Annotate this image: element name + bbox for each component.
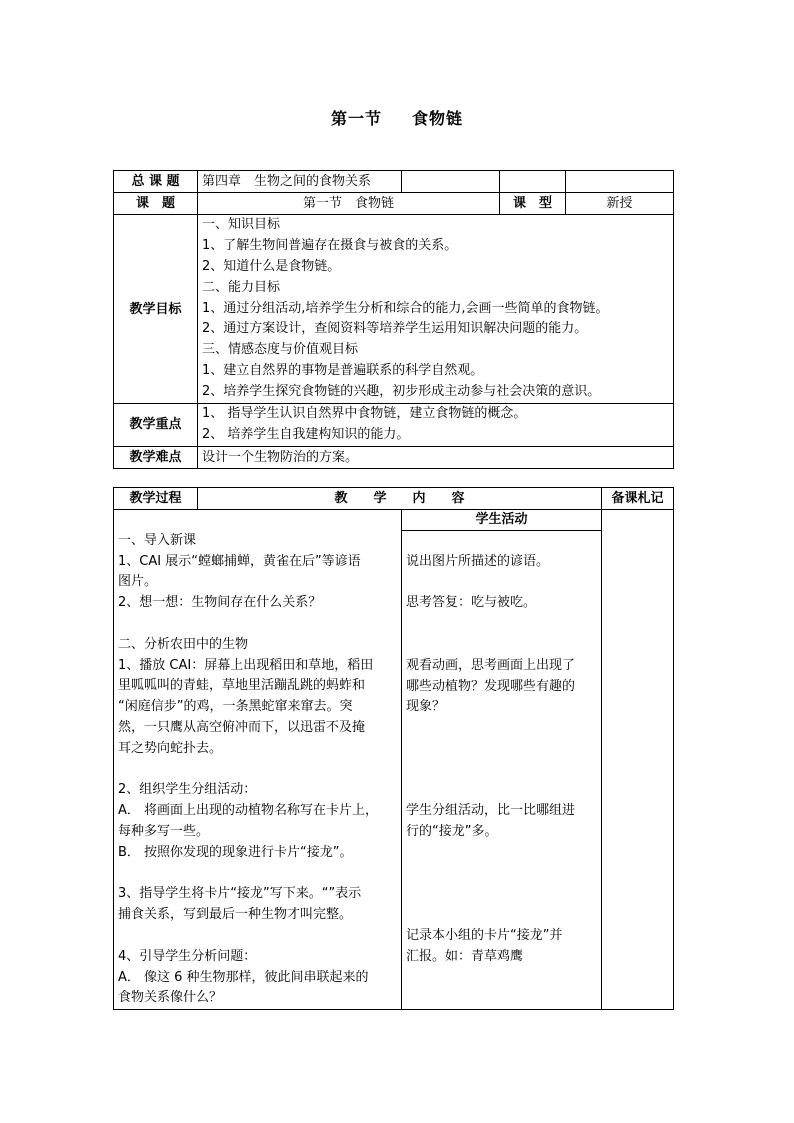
goals-label: 教学目标 bbox=[114, 215, 198, 404]
goal-line: 2、培养学生探究食物链的兴趣，初步形成主动参与社会决策的意识。 bbox=[202, 383, 601, 399]
teacher-line: 捕食关系，写到最后一种生物才叫完整。 bbox=[118, 907, 353, 923]
teacher-line: 3、指导学生将卡片“接龙”写下来。“”表示 bbox=[118, 886, 362, 902]
student-line bbox=[406, 614, 597, 635]
student-activity-column bbox=[402, 510, 602, 1010]
teacher-activity-column bbox=[114, 510, 402, 1010]
student-line bbox=[406, 739, 597, 760]
teacher-line: 1、播放 CAI：屏幕上出现稻田和草地，稻田 bbox=[118, 657, 374, 673]
notes-column bbox=[602, 510, 674, 1010]
teacher-line: 然，一只鹰从高空俯冲而下，以迅雷不及掩 bbox=[118, 719, 366, 735]
student-activity-header: 学生活动 bbox=[402, 510, 601, 531]
goal-line: 一、知识目标 bbox=[202, 217, 281, 233]
total-topic-label: 总 课 题 bbox=[114, 171, 198, 193]
key-label: 教学重点 bbox=[114, 404, 198, 447]
type-value: 新授 bbox=[566, 193, 674, 215]
goals-content bbox=[198, 215, 674, 404]
student-line bbox=[406, 635, 597, 656]
student-line bbox=[406, 573, 597, 594]
key-line: 2、 培养学生自我建构知识的能力。 bbox=[202, 426, 410, 442]
key-line: 1、 指导学生认识自然界中食物链，建立食物链的概念。 bbox=[202, 406, 527, 421]
key-content bbox=[198, 404, 674, 447]
topic-value: 第一节 食物链 bbox=[198, 193, 500, 215]
empty-cell bbox=[500, 171, 566, 193]
student-line bbox=[406, 760, 597, 781]
teacher-line: 图片。 bbox=[118, 574, 158, 590]
goal-line: 1、通过分组活动,培养学生分析和综合的能力,会画一些简单的食物链。 bbox=[202, 300, 609, 316]
empty-cell bbox=[402, 171, 500, 193]
goal-line: 1、了解生物间普遍存在摄食与被食的关系。 bbox=[202, 238, 458, 254]
teacher-line bbox=[118, 614, 397, 635]
teacher-line: 耳之势向蛇扑去。 bbox=[118, 740, 223, 756]
teacher-line: 食物关系像什么？ bbox=[118, 990, 223, 1006]
page-title bbox=[0, 106, 794, 129]
lesson-info-table bbox=[113, 170, 674, 469]
teacher-line: 2、想一想：生物间存在什么关系？ bbox=[118, 595, 322, 611]
teacher-line: 2、组织学生分组活动： bbox=[118, 782, 257, 798]
goal-line: 2、知道什么是食物链。 bbox=[202, 259, 341, 274]
teaching-process-table bbox=[113, 487, 674, 1010]
goal-line: 1、建立自然界的事物是普遍联系的科学自然观。 bbox=[202, 362, 484, 378]
title-topic: 食物链 bbox=[412, 109, 464, 128]
teacher-line bbox=[118, 864, 397, 885]
student-line bbox=[406, 718, 597, 739]
teacher-line bbox=[118, 510, 397, 531]
teacher-line: B． 按照你发现的现象进行卡片“接龙”。 bbox=[118, 844, 353, 860]
empty-cell bbox=[566, 171, 674, 193]
difficulty-label: 教学难点 bbox=[114, 446, 198, 468]
student-line bbox=[406, 531, 597, 552]
notes-label: 备课札记 bbox=[602, 488, 674, 510]
student-line: 记录本小组的卡片“接龙”并 bbox=[406, 928, 563, 944]
topic-label: 课 题 bbox=[114, 193, 198, 215]
goal-line: 二、能力目标 bbox=[202, 279, 281, 295]
teacher-line: 二、分析农田中的生物 bbox=[118, 636, 249, 652]
teacher-line bbox=[118, 760, 397, 781]
teacher-line: 4、引导学生分析问题： bbox=[118, 948, 257, 964]
student-line: 哪些动植物？发现哪些有趣的 bbox=[406, 678, 576, 694]
student-line: 行的“接龙”多。 bbox=[406, 824, 498, 840]
total-topic-value: 第四章 生物之间的食物关系 bbox=[198, 171, 402, 193]
teacher-line: A． 像这 6 种生物那样，彼此间串联起来的 bbox=[118, 969, 369, 985]
type-label: 课 型 bbox=[500, 193, 566, 215]
difficulty-value: 设计一个生物防治的方案。 bbox=[198, 446, 674, 468]
student-line: 说出图片所描述的谚语。 bbox=[406, 553, 550, 569]
student-activity-content bbox=[402, 531, 601, 968]
goal-line: 三、情感态度与价值观目标 bbox=[202, 342, 359, 358]
student-line: 汇报。如：青草鸡鹰 bbox=[406, 948, 524, 964]
student-line bbox=[406, 905, 597, 926]
teacher-line: 里呱呱叫的青蛙，草地里活蹦乱跳的蚂蚱和 bbox=[118, 678, 366, 694]
content-label: 教 学 内 容 bbox=[198, 488, 602, 510]
teacher-line: 每种多写一些。 bbox=[118, 823, 210, 839]
goal-line: 2、通过方案设计，查阅资料等培养学生运用知识解决问题的能力。 bbox=[202, 321, 588, 337]
student-line bbox=[406, 885, 597, 906]
teacher-line bbox=[118, 926, 397, 947]
student-line: 现象？ bbox=[406, 699, 446, 715]
student-line: 学生分组活动，比一比哪组进 bbox=[406, 803, 576, 819]
student-line: 观看动画，思考画面上出现了 bbox=[406, 657, 576, 673]
title-section: 第一节 bbox=[330, 109, 382, 128]
teacher-line: 一、导入新课 bbox=[118, 532, 197, 548]
student-line bbox=[406, 781, 597, 802]
student-line bbox=[406, 843, 597, 864]
student-line bbox=[406, 864, 597, 885]
teacher-line: “闲庭信步”的鸡，一条黑蛇窜来窜去。突 bbox=[118, 699, 353, 715]
teacher-line: A． 将画面上出现的动植物名称写在卡片上， bbox=[118, 803, 379, 819]
process-label: 教学过程 bbox=[114, 488, 198, 510]
student-line: 思考答复：吃与被吃。 bbox=[406, 595, 537, 611]
teacher-line: 1、CAI 展示“螳螂捕蝉，黄雀在后”等谚语 bbox=[118, 553, 361, 569]
